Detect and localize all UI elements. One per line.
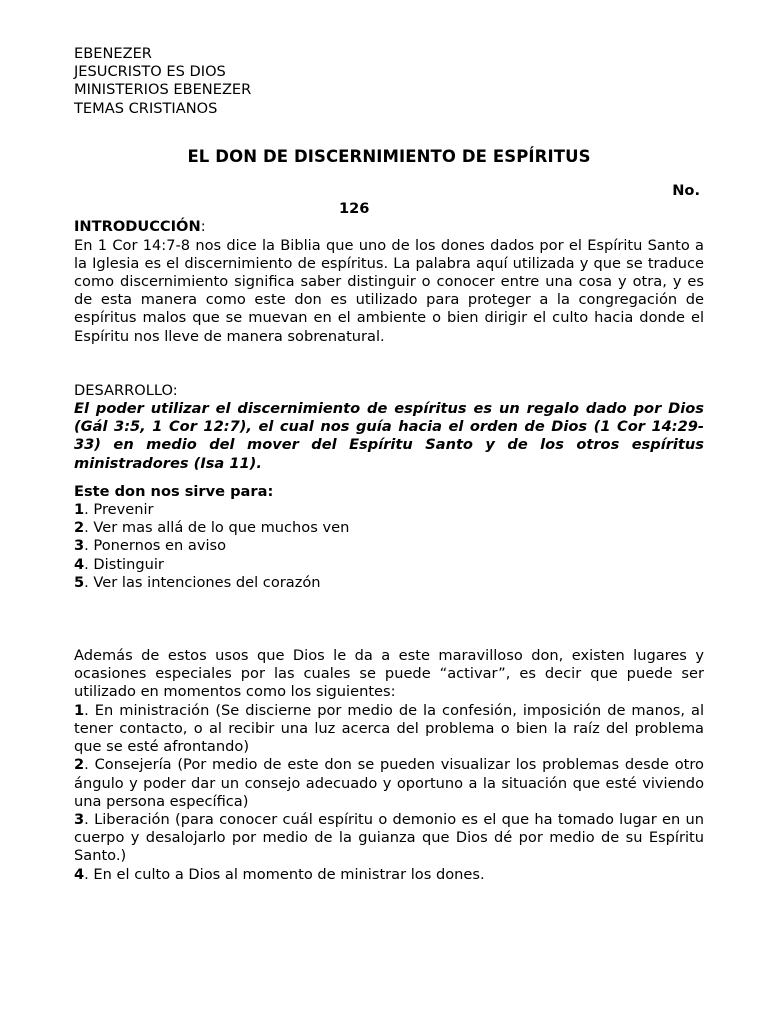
list-item-text: . Consejería (Por medio de este don se pueden visualizar los problemas desde otro ángulo y poder dar un consejo adecuado y oportuno a la situación que esté viviendo una persona específica) [74, 756, 704, 810]
list-item-number: 3 [74, 537, 85, 555]
number-value: 126 [339, 200, 370, 218]
list-item-number: 3 [74, 810, 85, 828]
uses-list [74, 501, 704, 592]
document-header [74, 45, 704, 118]
list-item-number: 2 [74, 519, 85, 537]
list-item [74, 574, 704, 592]
uses-heading: Este don nos sirve para: [74, 482, 274, 500]
desarrollo-emphasis: El poder utilizar el discernimiento de espíritus es un regalo dado por Dios (Gál 3:5, 1 Cor 12:7), el cual nos guía hacia el orden de Dios (1 Cor 14:29-33) en medio del mover del Espíritu Santo y de los otros espíritus ministradores (Isa 11). [74, 400, 704, 472]
document-title: EL DON DE DISCERNIMIENTO DE ESPÍRITUS [187, 146, 591, 166]
list-item [74, 811, 704, 866]
occasions-intro: Además de estos usos que Dios le da a este maravilloso don, existen lugares y ocasiones especiales por las cuales se puede “activar”, es decir que puede ser utilizado en momentos como los siguientes: [74, 647, 704, 701]
list-item-text: . En ministración (Se discierne por medio de la confesión, imposición de manos, al tener contacto, o al recibir una luz acerca del problema o bien la raíz del problema que se esté afrontando) [74, 701, 704, 756]
list-item-text: . Ver las intenciones del corazón [84, 573, 321, 591]
list-item-text: . En el culto a Dios al momento de ministrar los dones. [84, 865, 485, 883]
list-item-number: 1 [74, 501, 85, 519]
list-item-number: 5 [74, 573, 85, 591]
header-line-1: EBENEZER [74, 45, 152, 62]
intro-paragraph: En 1 Cor 14:7-8 nos dice la Biblia que uno de los dones dados por el Espíritu Santo a la Iglesia es el discernimiento de espíritus. La palabra aquí utilizada y que se traduce como discernimiento significa saber distinguir o conocer entre una cosa y otra, y es de esta manera como este don es utilizado para proteger a la congregación de espíritus malos que se muevan en el ambiente o bien dirigir el culto hacia donde el Espíritu nos lleve de manera sobrenatural. [74, 236, 704, 345]
list-item-text: . Distinguir [84, 555, 164, 573]
header-line-4: TEMAS CRISTIANOS [74, 99, 218, 117]
list-item [74, 537, 704, 555]
desarrollo-heading [74, 382, 704, 400]
header-line-3: MINISTERIOS EBENEZER [74, 81, 252, 99]
list-item-number: 4 [74, 555, 85, 573]
list-item [74, 519, 704, 537]
list-item [74, 556, 704, 574]
document-page [74, 45, 704, 884]
list-item-text: . Ver mas allá de lo que muchos ven [84, 519, 350, 537]
intro-heading [74, 218, 704, 236]
desarrollo-section [74, 382, 704, 592]
list-item-number: 1 [74, 701, 85, 719]
occasions-section [74, 647, 704, 884]
list-item [74, 866, 704, 884]
list-item [74, 702, 704, 757]
list-item-text: . Ponernos en aviso [84, 537, 227, 555]
list-item-number: 4 [74, 865, 85, 883]
list-item-number: 2 [74, 756, 85, 774]
list-item-text: . Liberación (para conocer cuál espíritu o demonio es el que ha tomado lugar en un cuerpo y desalojarlo por medio de la guianza que Dios dé por medio de su Espíritu Santo.) [74, 810, 704, 865]
desarrollo-heading-text: DESARROLLO [74, 381, 173, 399]
list-item [74, 501, 704, 519]
intro-heading-colon: : [200, 218, 206, 236]
number-label: No. [672, 182, 700, 200]
list-item [74, 756, 704, 811]
list-item-text: . Prevenir [84, 501, 154, 519]
header-line-2: JESUCRISTO ES DIOS [74, 63, 226, 81]
intro-heading-text: INTRODUCCIÓN [74, 218, 201, 236]
occasions-list [74, 702, 704, 884]
intro-section [74, 218, 704, 345]
desarrollo-heading-colon: : [172, 381, 178, 399]
